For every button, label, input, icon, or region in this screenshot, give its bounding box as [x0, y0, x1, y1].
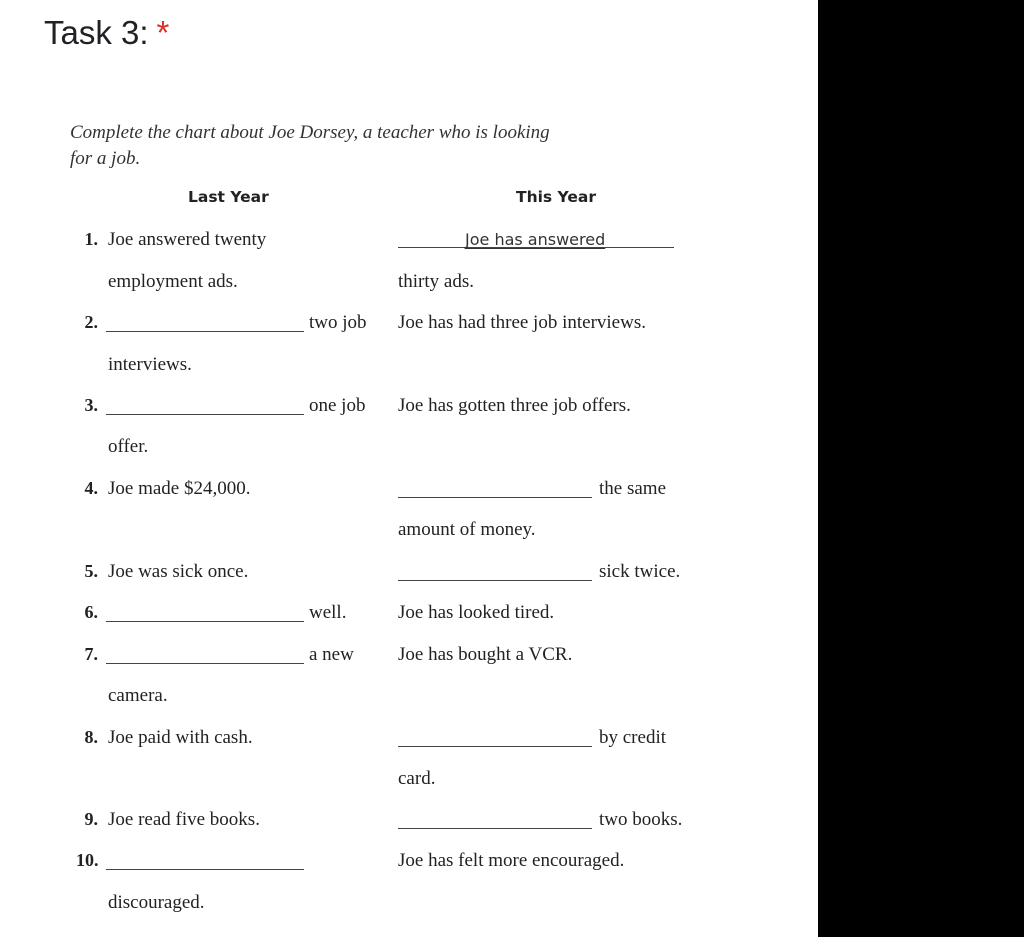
item-3-this-line-1: Joe has gotten three job offers. [398, 395, 631, 416]
column-header-last-year: Last Year [188, 188, 269, 206]
item-3-blank [106, 414, 304, 415]
item-10-this-line-1: Joe has felt more encouraged. [398, 850, 625, 871]
instructions-line-2: for a job. [70, 148, 141, 169]
item-3-last-line-2: offer. [108, 436, 149, 457]
item-2-last-line-1: two job [309, 312, 367, 333]
item-4-this-line-2: amount of money. [398, 519, 536, 540]
item-9-blank [398, 828, 592, 829]
item-4-last-line-1: Joe made $24,000. [108, 478, 251, 499]
item-1-handwritten-answer: Joe has answered [465, 230, 606, 249]
item-10-last-line-2: discouraged. [108, 892, 205, 913]
item-7-blank [106, 663, 304, 664]
item-number: 8. [84, 727, 98, 747]
item-8-last-line-1: Joe paid with cash. [108, 727, 253, 748]
question-title-text: Task 3: [44, 14, 149, 51]
item-7-last-line-1: a new [309, 644, 354, 665]
item-6-blank [106, 621, 304, 622]
item-number: 7. [84, 644, 98, 664]
item-8-this-line-1: by credit [599, 727, 667, 748]
item-number: 3. [84, 395, 98, 415]
item-10-blank [106, 869, 304, 870]
item-1-this-line-2: thirty ads. [398, 271, 474, 292]
item-9-this-line-1: two books. [599, 809, 683, 830]
item-3-last-line-1: one job [309, 395, 366, 416]
item-2-blank [106, 331, 304, 332]
item-8-blank [398, 746, 592, 747]
item-number: 9. [84, 809, 98, 829]
item-5-last-line-1: Joe was sick once. [108, 561, 249, 582]
item-7-this-line-1: Joe has bought a VCR. [398, 644, 573, 665]
item-2-last-line-2: interviews. [108, 354, 192, 375]
item-8-this-line-2: card. [398, 768, 436, 789]
item-5-this-line-1: sick twice. [599, 561, 681, 582]
item-number: 2. [84, 312, 98, 332]
item-9-last-line-1: Joe read five books. [108, 809, 260, 830]
item-4-this-line-1: the same [599, 478, 667, 499]
instructions-line-1: Complete the chart about Joe Dorsey, a teacher who is looking [70, 122, 550, 143]
item-6-last-line-1: well. [309, 602, 347, 623]
item-7-last-line-2: camera. [108, 685, 168, 706]
item-4-blank [398, 497, 592, 498]
item-6-this-line-1: Joe has looked tired. [398, 602, 555, 623]
item-number: 10. [76, 850, 99, 870]
item-number: 5. [84, 561, 98, 581]
item-number: 1. [84, 229, 98, 249]
instructions [70, 120, 630, 172]
item-1-last-line-2: employment ads. [108, 271, 238, 292]
required-asterisk: * [156, 14, 170, 51]
black-side-panel [818, 0, 1024, 937]
item-5-blank [398, 580, 592, 581]
item-number: 6. [84, 602, 98, 622]
item-number: 4. [84, 478, 98, 498]
item-2-this-line-1: Joe has had three job interviews. [398, 312, 646, 333]
column-header-this-year: This Year [516, 188, 596, 206]
item-1-last-line-1: Joe answered twenty [108, 229, 267, 250]
